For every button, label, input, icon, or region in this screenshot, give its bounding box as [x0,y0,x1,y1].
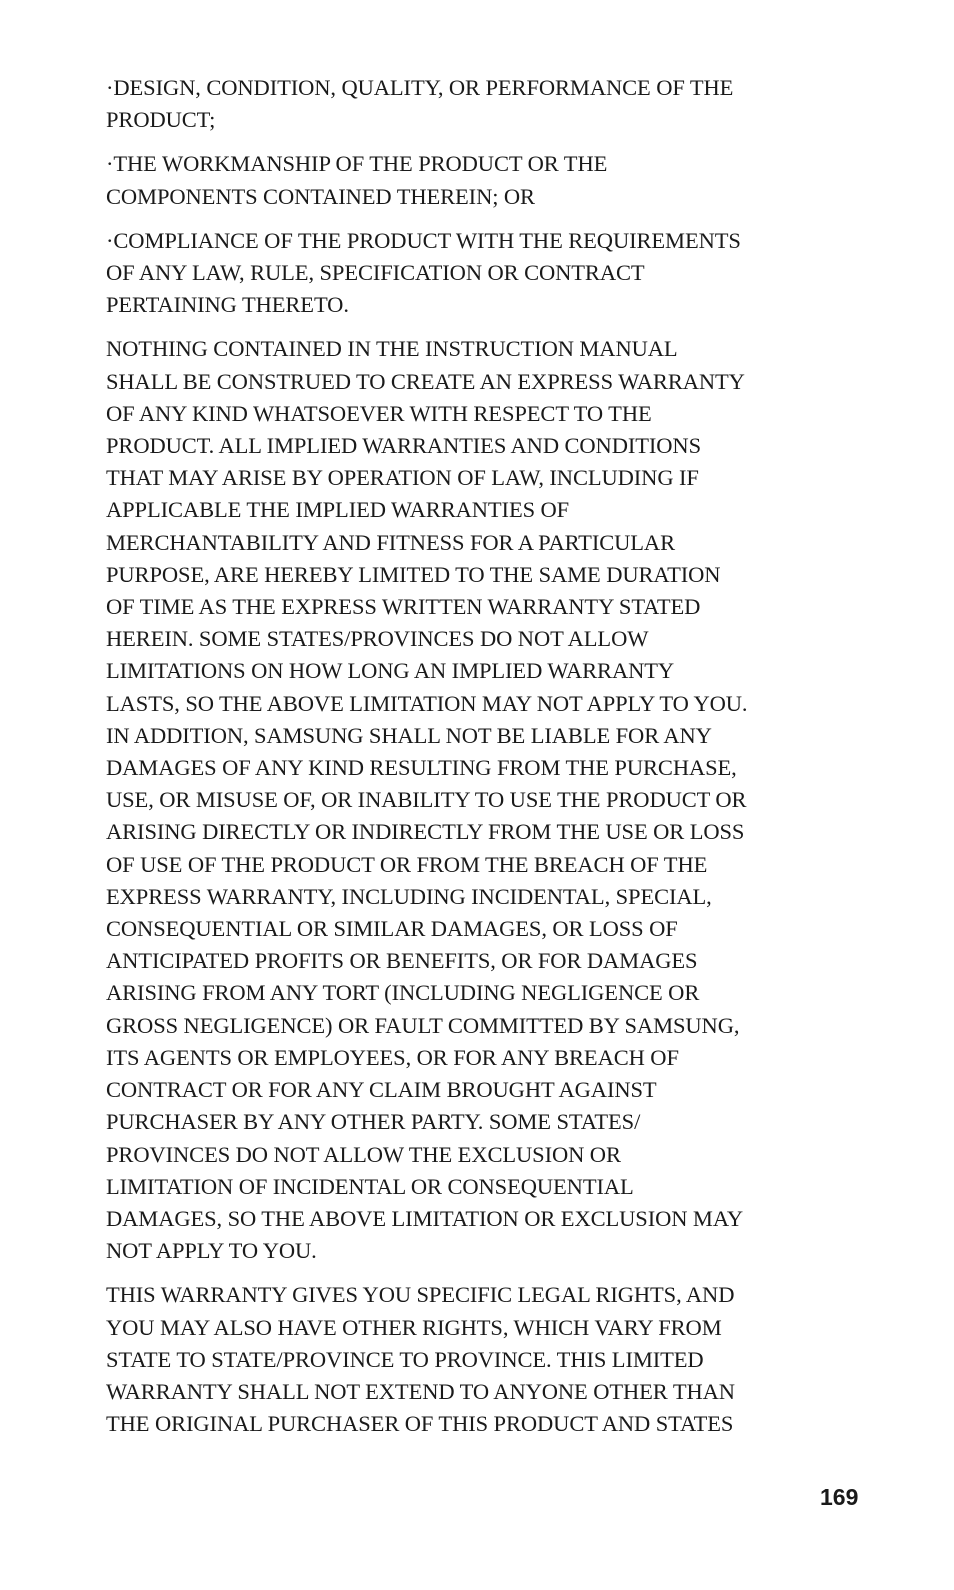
warranty-disclaimer-paragraph: NOTHING CONTAINED IN THE INSTRUCTION MANUAL SHALL BE CONSTRUED TO CREATE AN EXPRESS WARRANTY OF ANY KIND WHATSOEVER WITH RESPECT TO THE PRODUCT. ALL IMPLIED WARRANTIES AND CONDITIONS THAT MAY ARISE BY OPERATION OF LAW, INCLUDING IF APPLICABLE THE IMPLIED WARRANTIES OF MERCHANTABILITY AND FITNESS FOR A PARTICULAR PURPOSE, ARE HEREBY LIMITED TO THE SAME DURATION OF TIME AS THE EXPRESS WRITTEN WARRANTY STATED HEREIN. SOME STATES/PROVINCES DO NOT ALLOW LIMITATIONS ON HOW LONG AN IMPLIED WARRANTY LASTS, SO THE ABOVE LIMITATION MAY NOT APPLY TO YOU. IN ADDITION, SAMSUNG SHALL NOT BE LIABLE FOR ANY DAMAGES OF ANY KIND RESULTING FROM THE PURCHASE, USE, OR MISUSE OF, OR INABILITY TO USE THE PRODUCT OR ARISING DIRECTLY OR INDIRECTLY FROM THE USE OR LOSS OF USE OF THE PRODUCT OR FROM THE BREACH OF THE EXPRESS WARRANTY, INCLUDING INCIDENTAL, SPECIAL, CONSEQUENTIAL OR SIMILAR DAMAGES, OR LOSS OF ANTICIPATED PROFITS OR BENEFITS, OR FOR DAMAGES ARISING FROM ANY TORT (INCLUDING NEGLIGENCE OR GROSS NEGLIGENCE) OR FAULT COMMITTED BY SAMSUNG, ITS AGENTS OR EMPLOYEES, OR FOR ANY BREACH OF CONTRACT OR FOR ANY CLAIM BROUGHT AGAINST PURCHASER BY ANY OTHER PARTY. SOME STATES/ PROVINCES DO NOT ALLOW THE EXCLUSION OR LIMITATION OF INCIDENTAL OR CONSEQUENTIAL DAMAGES, SO THE ABOVE LIMITATION OR EXCLUSION MAY NOT APPLY TO YOU. [106,336,748,1264]
warranty-bullet-compliance: ·COMPLIANCE OF THE PRODUCT WITH THE REQUIREMENTS OF ANY LAW, RULE, SPECIFICATION OR CONTRACT PERTAINING THERETO. [106,227,741,318]
document-body [106,72,818,1452]
warranty-bullet-design: ·DESIGN, CONDITION, QUALITY, OR PERFORMANCE OF THE PRODUCT; [106,75,734,133]
page-number: 169 [820,1484,859,1510]
legal-rights-paragraph: THIS WARRANTY GIVES YOU SPECIFIC LEGAL RIGHTS, AND YOU MAY ALSO HAVE OTHER RIGHTS, WHICH VARY FROM STATE TO STATE/PROVINCE TO PROVINCE. THIS LIMITED WARRANTY SHALL NOT EXTEND TO ANYONE OTHER THAN THE ORIGINAL PURCHASER OF THIS PRODUCT AND STATES [106,1282,735,1437]
warranty-bullet-workmanship: ·THE WORKMANSHIP OF THE PRODUCT OR THE COMPONENTS CONTAINED THEREIN; OR [106,151,608,209]
